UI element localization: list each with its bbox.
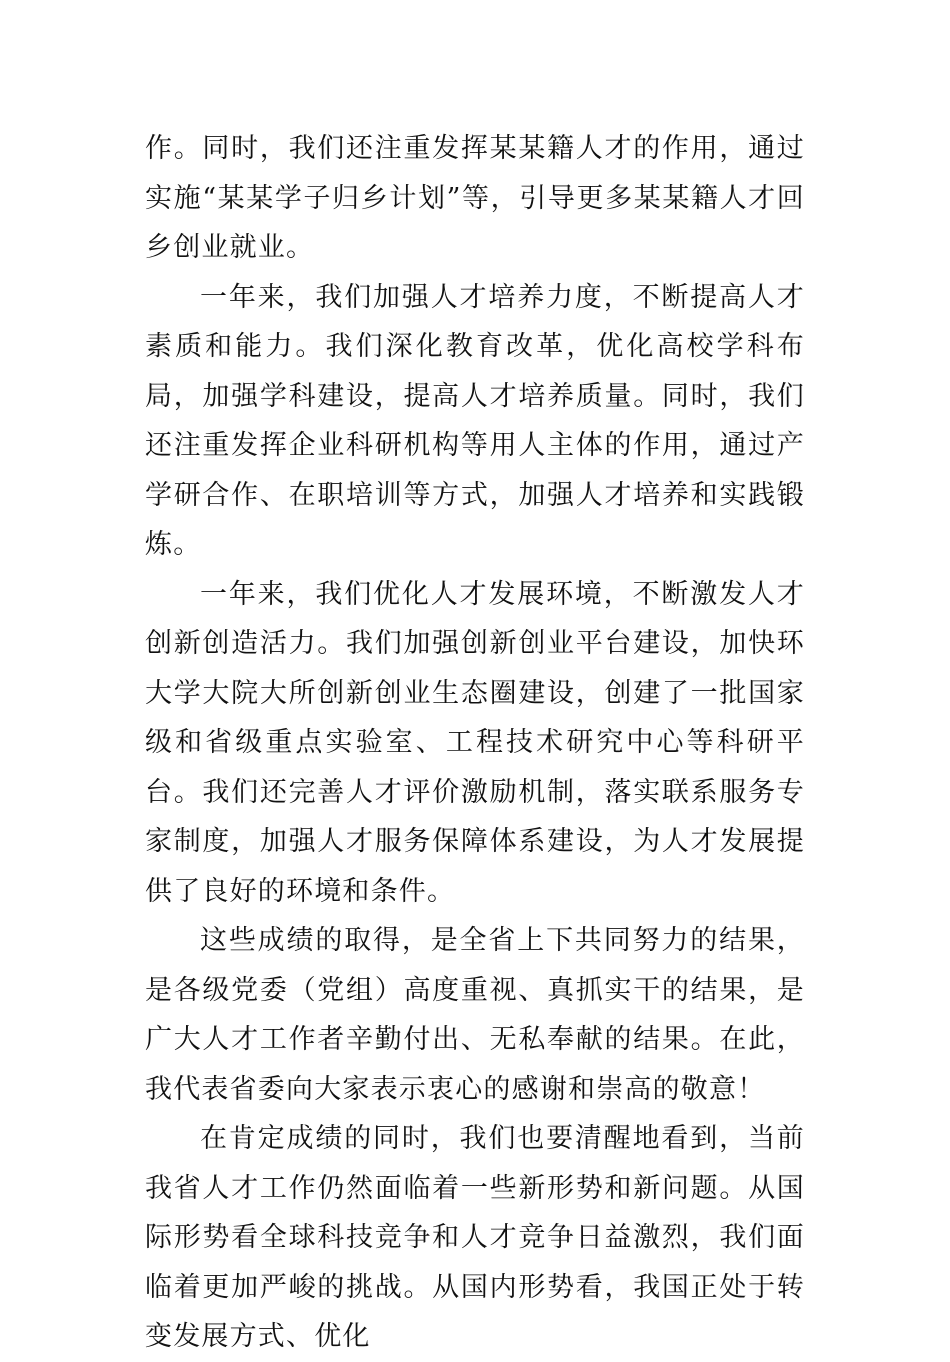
paragraph-acknowledgement: 这些成绩的取得，是全省上下共同努力的结果，是各级党委（党组）高度重视、真抓实干的结果，是广大人才工作者辛勤付出、无私奉献的结果。在此，我代表省委向大家表示衷心的感谢和崇高的敬意！: [145, 925, 805, 1105]
paragraph-talent-training: 一年来，我们加强人才培养力度，不断提高人才素质和能力。我们深化教育改革，优化高校学科布局，加强学科建设，提高人才培养质量。同时，我们还注重发挥企业科研机构等用人主体的作用，通过产学研合作、在职培训等方式，加强人才培养和实践锻炼。: [145, 281, 805, 560]
paragraph-talent-environment: 一年来，我们优化人才发展环境，不断激发人才创新创造活力。我们加强创新创业平台建设，加快环大学大院大所创新创业生态圈建设，创建了一批国家级和省级重点实验室、工程技术研究中心等科研平台。我们还完善人才评价激励机制，落实联系服务专家制度，加强人才服务保障体系建设，为人才发展提供了良好的环境和条件。: [145, 578, 805, 907]
paragraph-continuation: 作。同时，我们还注重发挥某某籍人才的作用，通过实施“某某学子归乡计划”等，引导更多某某籍人才回乡创业就业。: [145, 133, 805, 263]
paragraph-challenges: 在肯定成绩的同时，我们也要清醒地看到，当前我省人才工作仍然面临着一些新形势和新问题。从国际形势看全球科技竞争和人才竞争日益激烈，我们面临着更加严峻的挑战。从国内形势看，我国正处于转变发展方式、优化: [145, 1123, 805, 1352]
document-body: [145, 124, 805, 1362]
